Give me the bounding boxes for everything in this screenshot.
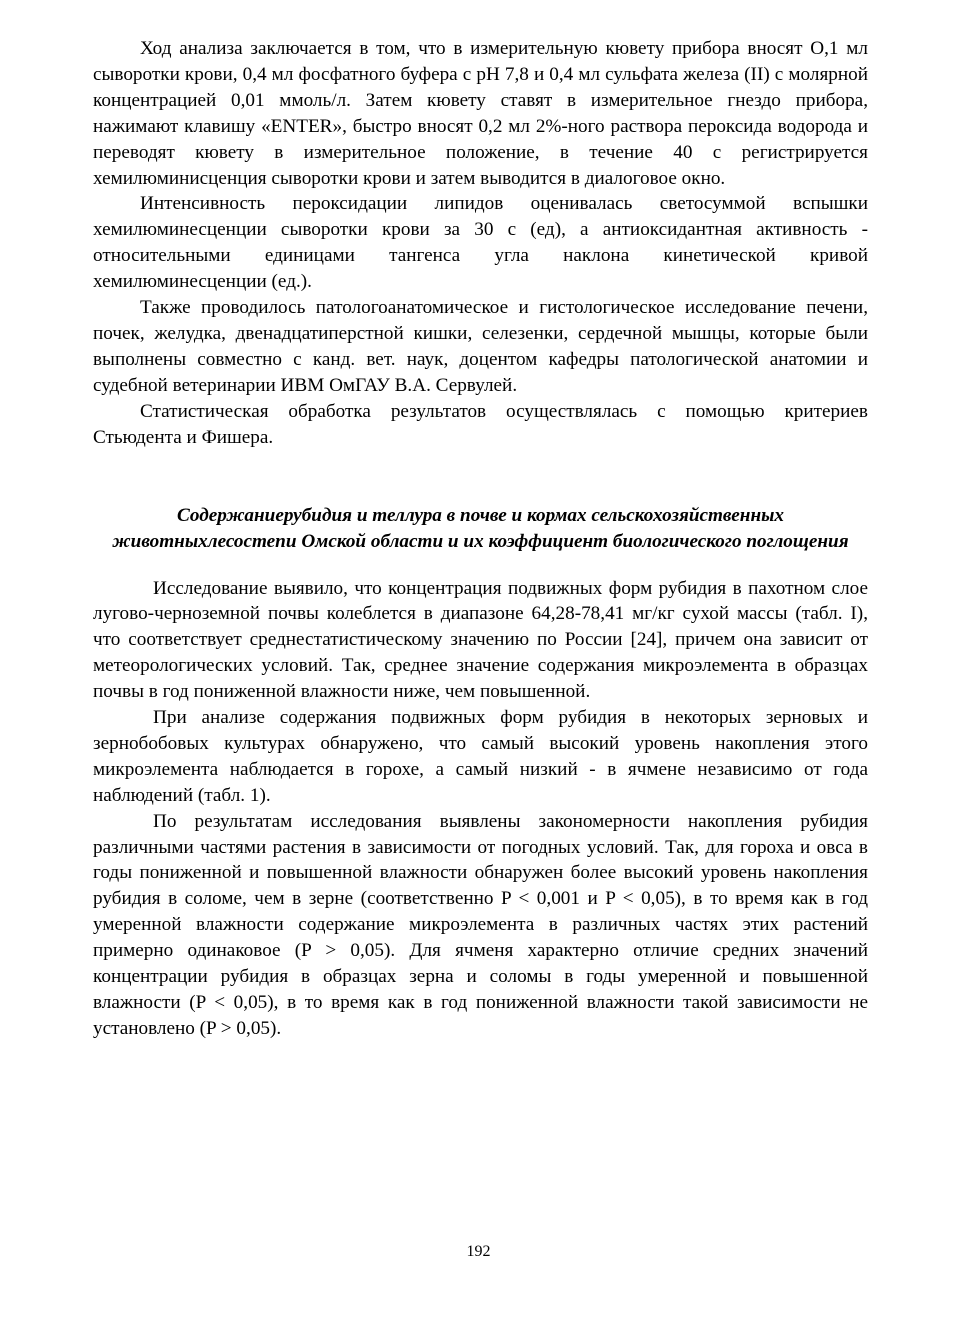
paragraph-soil-rubidium: Исследование выявило, что концентрация подвижных форм рубидия в пахотном слое лугово-черноземной почвы колеблется в диапазоне 64,28-78,41 мг/кг сухой массы (табл. I), что соответствует среднестатистическому значению по России [24], причем она зависит от метеорологических условий. Так, среднее значение содержания микроэлемента в образцах почвы в год пониженной влажности ниже, чем повышенной. [93,577,868,703]
paragraph-plant-parts: По результатам исследования выявлены закономерности накопления рубидия различными частями растения в зависимости от погодных условий. Так, для гороха и овса в годы пониженной и повышенной влажности обнаружен более высокий уровень накопления рубидия в соломе, чем в зерне (соответственно P < 0,001 и P < 0,05), в то время как в год умеренной влажности содержание микроэлемента в различных частях этих растений примерно одинаковое (P > 0,05). Для ячменя характерно отличие средних значений концентрации рубидия в образцах зерна и соломы в годы умеренной и повышенной влажности (P < 0,05), в то время как в год пониженной влажности такой зависимости не установлено (P > 0,05). [93,810,868,1039]
paragraph-crops-rubidium: При анализе содержания подвижных форм рубидия в некоторых зерновых и зернобобовых культурах обнаружено, что самый высокий уровень накопления этого микроэлемента наблюдается в горохе, а самый низкий - в ячмене независимо от года наблюдений (табл. 1). [93,707,868,806]
paragraph-lipid-peroxidation: Интенсивность пероксидации липидов оценивалась светосуммой вспышки хемилюминесценции сыворотки крови за 30 с (ед), а антиоксидантная активность - относительными единицами тангенса угла наклона кинетической кривой хемилюминесценции (ед.). [93,193,868,293]
paragraph-statistics: Статистическая обработка результатов осуществлялась с помощью критериев Стьюдента и Фишера. [93,400,868,448]
section-heading: Содержаниерубидия и теллура в почве и кормах сельскохозяйственных животныхлесостепи Омской области и их коэффициент биологического поглощения [112,504,849,552]
paragraph-analysis-procedure: Ход анализа заключается в том, что в измерительную кювету прибора вносят О,1 мл сыворотки крови, 0,4 мл фосфатного буфера с pH 7,8 и 0,4 мл сульфата железа (II) с молярной концентрацией 0,01 ммоль/л. Затем кювету ставят в измерительное гнездо прибора, нажимают клавишу «ENTER», быстро вносят 0,2 мл 2%-ного раствора пероксида водорода и переводят кювету в измерительное положение, в течение 40 с регистрируется хемилюминисценция сыворотки крови и затем выводится в диалоговое окно. [93,38,868,189]
page-number: 192 [466,1243,491,1260]
page-body [93,36,868,1042]
paragraph-histology: Также проводилось патологоанатомическое и гистологическое исследование печени, почек, желудка, двенадцатиперстной кишки, селезенки, сердечной мышцы, которые были выполнены совместно с канд. вет. наук, доцентом кафедры патологической анатомии и судебной ветеринарии ИВМ ОмГАУ В.А. Сервулей. [93,297,868,396]
